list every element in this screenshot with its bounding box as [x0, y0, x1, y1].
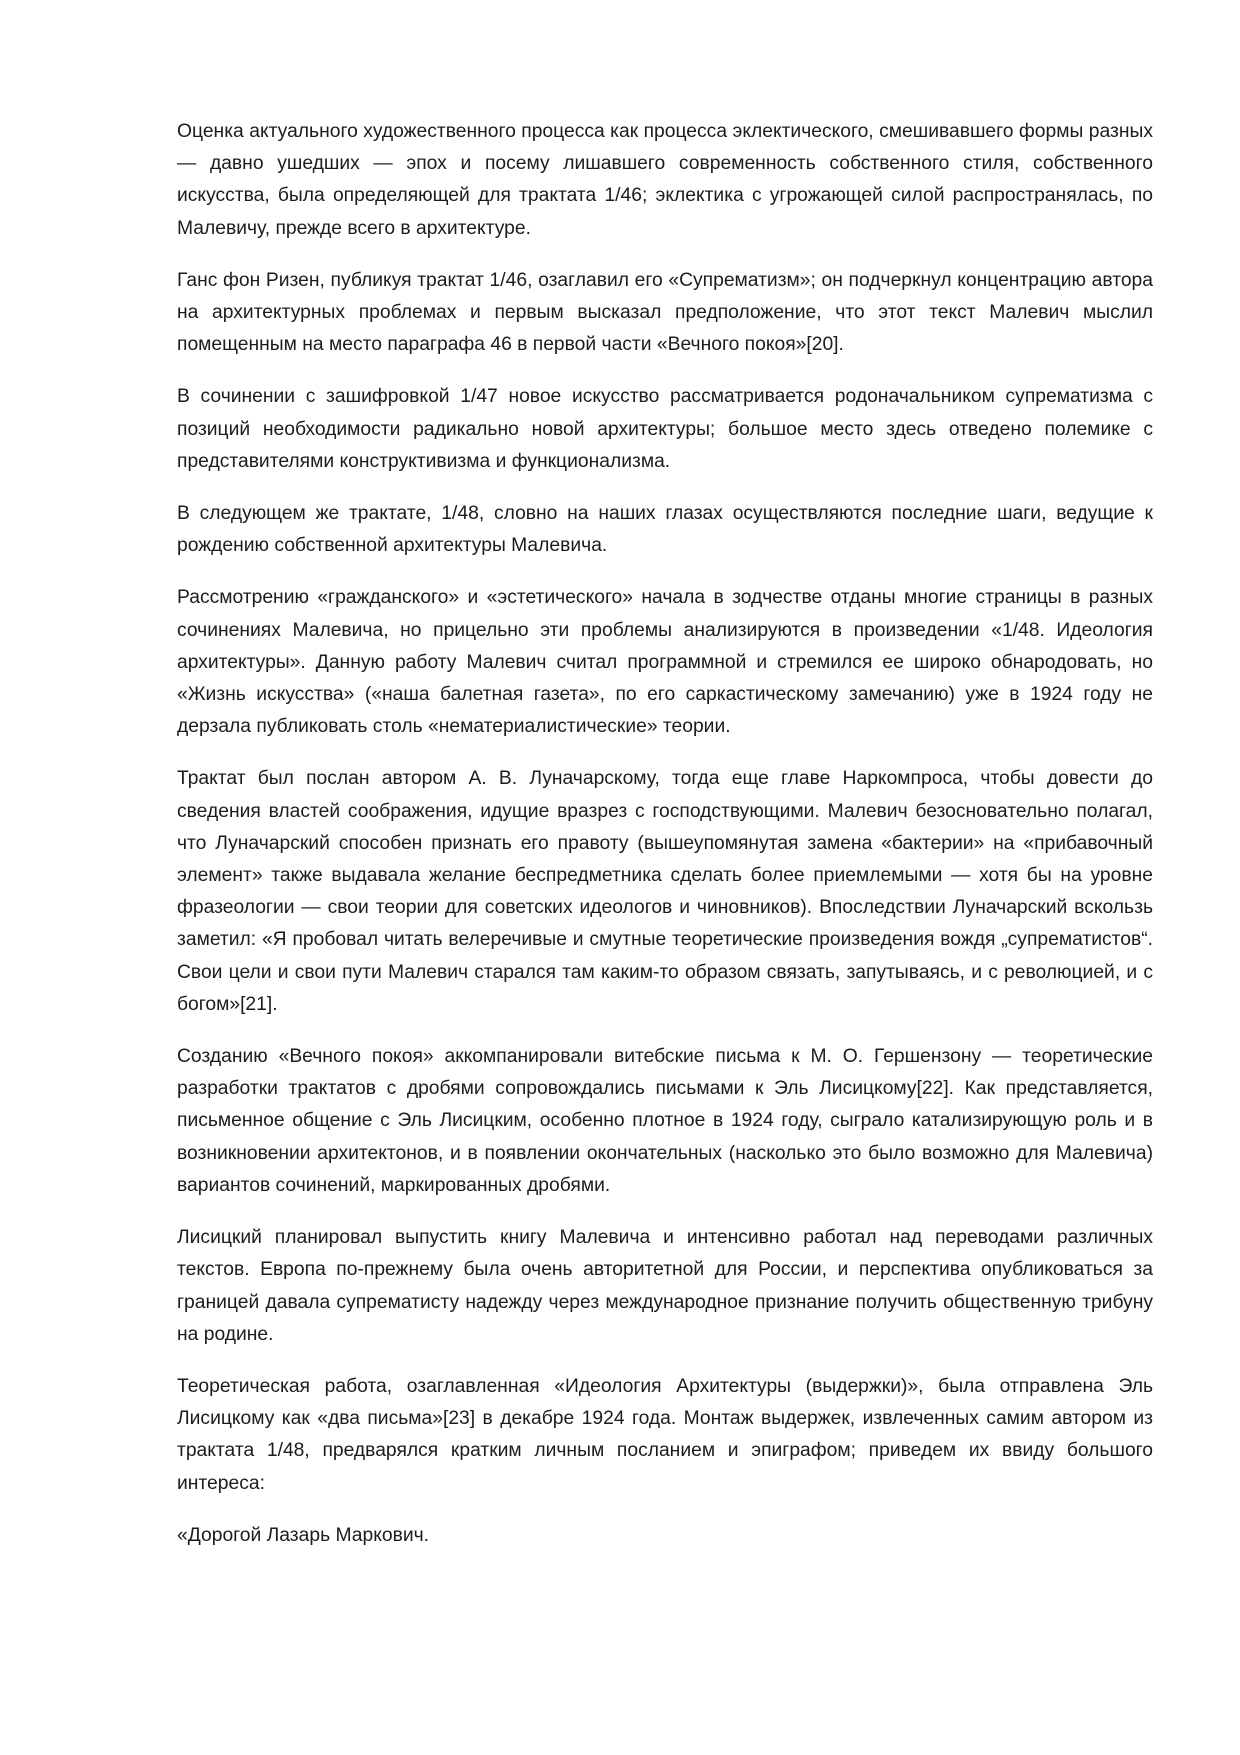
paragraph-1: Оценка актуального художественного процесса как процесса эклектического, смешивавшего формы разных — давно ушедших — эпох и посему лишавшего современность собственного стиля, собственного искусства, была определяющей для трактата 1/46; эклектика с угрожающей силой распространялась, по Малевичу, прежде всего в архитектуре. [177, 121, 1153, 239]
paragraph-9: Теоретическая работа, озаглавленная «Идеология Архитектуры (выдержки)», была отправлена Эль Лисицкому как «два письма»[23] в декабре 1924 года. Монтаж выдержек, извлеченных самим автором из трактата 1/48, предварялся кратким личным посланием и эпиграфом; приведем их ввиду большого интереса: [177, 1375, 1153, 1494]
paragraph-8: Лисицкий планировал выпустить книгу Малевича и интенсивно работал над переводами различных текстов. Европа по-прежнему была очень авторитетной для России, и перспектива опубликоваться за границей давала супрематисту надежду через международное признание получить общественную трибуну на родине. [177, 1227, 1153, 1345]
paragraph-7: Созданию «Вечного покоя» аккомпанировали витебские письма к М. О. Гершензону — теоретические разработки трактатов с дробями сопровождались письмами к Эль Лисицкому[22]. Как представляется, письменное общение с Эль Лисицким, особенно плотное в 1924 году, сыграло катализирующую роль и в возникновении архитектонов, и в появлении окончательных (насколько это было возможно для Малевича) вариантов сочинений, маркированных дробями. [177, 1046, 1153, 1196]
paragraph-2: Ганс фон Ризен, публикуя трактат 1/46, озаглавил его «Супрематизм»; он подчеркнул концентрацию автора на архитектурных проблемах и первым высказал предположение, что этот текст Малевич мыслил помещенным на место параграфа 46 в первой части «Вечного покоя»[20]. [177, 269, 1153, 356]
paragraph-6: Трактат был послан автором А. В. Луначарскому, тогда еще главе Наркомпроса, чтобы довести до сведения властей соображения, идущие вразрез с господствующими. Малевич безосновательно полагал, что Луначарский способен признать его правоту (вышеупомянутая замена «бактерии» на «прибавочный элемент» также выдавала желание беспредметника сделать более приемлемыми — хотя бы на уровне фразеологии — свои теории для советских идеологов и чиновников). Впоследствии Луначарский вскользь заметил: «Я пробовал читать велеречивые и смутные теоретические произведения вождя „супрематистов“. Свои цели и свои пути Малевич старался там каким-то образом связать, запутываясь, и с революцией, и с богом»[21]. [177, 768, 1153, 1015]
paragraph-4: В следующем же трактате, 1/48, словно на наших глазах осуществляются последние шаги, ведущие к рождению собственной архитектуры Малевича. [177, 503, 1153, 557]
paragraph-3: В сочинении с зашифровкой 1/47 новое искусство рассматривается родоначальником супрематизма с позиций необходимости радикально новой архитектуры; большое место здесь отведено полемике с представителями конструктивизма и функционализма. [177, 386, 1153, 472]
paragraph-10: «Дорогой Лазарь Маркович. [177, 1524, 429, 1546]
document-page [177, 116, 1153, 1572]
paragraph-5: Рассмотрению «гражданского» и «эстетического» начала в зодчестве отданы многие страницы в разных сочинениях Малевича, но прицельно эти проблемы анализируются в произведении «1/48. Идеология архитектуры». Данную работу Малевич считал программной и стремился ее широко обнародовать, но «Жизнь искусства» («наша балетная газета», по его саркастическому замечанию) уже в 1924 году не дерзала публиковать столь «нематериалистические» теории. [177, 587, 1153, 738]
